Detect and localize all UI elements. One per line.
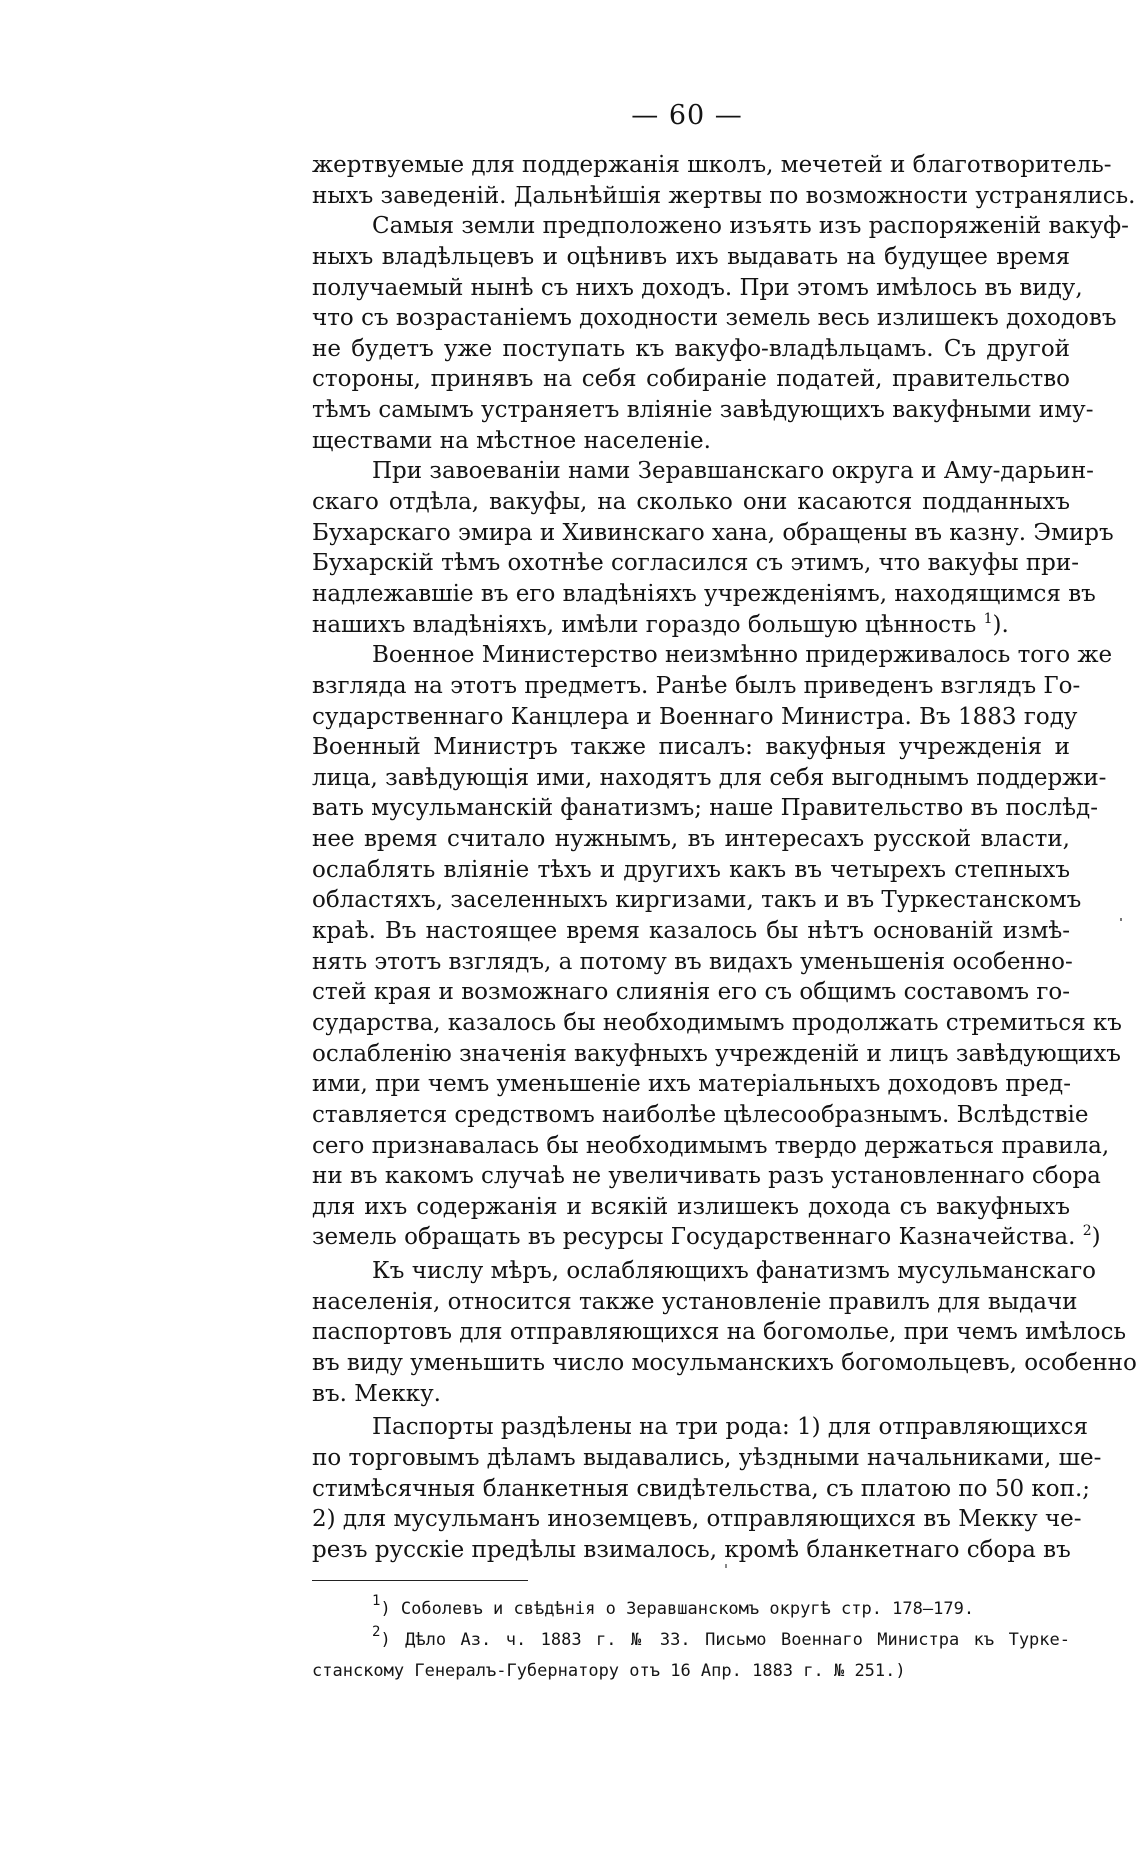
footnote-marker: 1 [372,1593,381,1609]
text-line: резъ русскіе предѣлы взималось, кромѣ бланкетнаго сбора въ [312,1536,1071,1563]
text-line: сударства, казалось бы необходимымъ продолжать стремиться къ [312,1009,1122,1036]
paragraph-start-line: При завоеваніи нами Зеравшанскаго округа и Аму-дарьин- [372,458,1094,485]
text-line: лица, завѣдующія ими, находятъ для себя выгоднымъ поддержи- [312,764,1107,791]
text-line: ослаблять вліяніе тѣхъ и другихъ какъ въ четырехъ степныхъ [312,856,1070,883]
text-line-with-note [312,610,1070,641]
text-line: тѣмъ самымъ устраняетъ вліяніе завѣдующихъ вакуфными иму- [312,397,1094,424]
footnote-ref-close: ). [992,611,1009,638]
text-line: скаго отдѣла, вакуфы, на сколько они касаются подданныхъ [312,489,1070,516]
text-line: ныхъ владѣльцевъ и оцѣнивъ ихъ выдавать на будущее время [312,243,1070,270]
footnotes [312,1594,1070,1687]
text-line: населенія, относится также установленіе правилъ для выдачи [312,1288,1078,1315]
text-line: получаемый нынѣ съ нихъ доходъ. При этомъ имѣлось въ виду, [312,274,1083,301]
text-line: нять этотъ взглядъ, а потому въ видахъ уменьшенія особенно- [312,948,1073,975]
text-line: ими, при чемъ уменьшеніе ихъ матеріальныхъ доходовъ пред- [312,1071,1071,1098]
text-line: Бухарскаго эмира и Хивинскаго хана, обращены въ казну. Эмиръ [312,519,1114,546]
text-line: сударственнаго Канцлера и Военнаго Министра. Въ 1883 году [312,703,1078,730]
paper-speck [1120,918,1122,921]
footnote-marker: 2 [372,1624,381,1640]
paper-speck [725,1564,727,1568]
text-line: надлежавшіе въ его владѣніяхъ учрежденіямъ, находящимся въ [312,580,1096,607]
text-line-content: нашихъ владѣніяхъ, имѣли гораздо большую цѣнность [312,611,977,638]
footnote-ref-2: 2 [1082,1223,1092,1240]
text-line: Бухарскій тѣмъ охотнѣе согласился съ этимъ, что вакуфы при- [312,550,1079,577]
text-line: ставляется средствомъ наиболѣе цѣлесообразнымъ. Вслѣдствіе [312,1101,1089,1128]
text-line: Военный Министръ также писалъ: вакуфныя учрежденія и [312,734,1070,761]
text-line: краѣ. Въ настоящее время казалось бы нѣтъ основаній измѣ- [312,918,1070,945]
text-line-content: земель обращать въ ресурсы Государственнаго Казначейства. [312,1224,1076,1251]
text-line: что съ возрастаніемъ доходности земель весь излишекъ доходовъ [312,305,1117,332]
text-line: стей края и возможнаго слиянія его съ общимъ составомъ го- [312,979,1070,1006]
text-line: ни въ какомъ случаѣ не увеличивать разъ установленнаго сбора [312,1163,1101,1190]
main-text [312,150,1137,1565]
text-line: въ виду уменьшить число мосульманскихъ богомольцевъ, особенно [312,1349,1137,1376]
text-line-with-note [312,1222,1101,1253]
text-line: не будетъ уже поступать къ вакуфо-владѣльцамъ. Съ другой [312,335,1070,362]
text-line: 2) для мусульманъ иноземцевъ, отправляющихся въ Мекку че- [312,1506,1082,1533]
text-line: жертвуемые для поддержанія школъ, мечетей и благотворитель- [312,152,1112,178]
footnote-text: ) Дѣло Аз. ч. 1883 г. № 33. Письмо Военнаго Министра къ Турке- [380,1630,1070,1650]
text-line: взгляда на этотъ предметъ. Ранѣе былъ приведенъ взглядъ Го- [312,672,1081,699]
text-line: ществами на мѣстное населеніе. [312,427,711,454]
footnote-text: ) Соболевъ и свѣдѣнія о Зеравшанскомъ округѣ стр. 178—179. [380,1599,975,1619]
text-line: для ихъ содержанія и всякій излишекъ дохода съ вакуфныхъ [312,1193,1070,1220]
footnote-ref-close: ) [1091,1224,1101,1251]
text-line: стороны, принявъ на себя собираніе податей, правительство [312,366,1070,393]
footnote-1 [312,1594,1070,1625]
paragraph-start-line: Паспорты раздѣлены на три рода: 1) для отправляющихся [372,1414,1089,1441]
footnote-2 [312,1625,1070,1656]
text-line: въ. Мекку. [312,1380,441,1407]
footnote-2-continuation: станскому Генералъ-Губернатору отъ 16 Апр. 1883 г. № 251.) [312,1661,906,1681]
paragraph-start-line: Самыя земли предположено изъять изъ распоряженій вакуф- [372,213,1129,240]
text-line: ныхъ заведеній. Дальнѣйшія жертвы по возможности устранялись. [312,182,1136,209]
text-line: ослабленію значенія вакуфныхъ учрежденій и лицъ завѣдующихъ [312,1040,1121,1067]
text-line: нее время считало нужнымъ, въ интересахъ русской власти, [312,826,1070,853]
paragraph-start-line: Военное Министерство неизмѣнно придерживалось того же [372,642,1113,669]
text-line: паспортовъ для отправляющихся на богомолье, при чемъ имѣлось [312,1319,1127,1346]
paragraph-start-line: Къ числу мѣръ, ослабляющихъ фанатизмъ мусульманскаго [372,1258,1096,1285]
page-number: — 60 — [631,100,743,131]
text-line: сего признавалась бы необходимымъ твердо держаться правила, [312,1132,1110,1159]
footnote-divider [312,1580,528,1581]
text-line: стимѣсячныя бланкетныя свидѣтельства, съ платою по 50 коп.; [312,1475,1091,1502]
footnote-ref-1: 1 [983,610,993,627]
text-line: по торговымъ дѣламъ выдавались, уѣздными начальниками, ше- [312,1444,1102,1471]
text-line: вать мусульманскій фанатизмъ; наше Правительство въ послѣд- [312,795,1098,822]
text-line: областяхъ, заселенныхъ киргизами, такъ и въ Туркестанскомъ [312,887,1082,914]
